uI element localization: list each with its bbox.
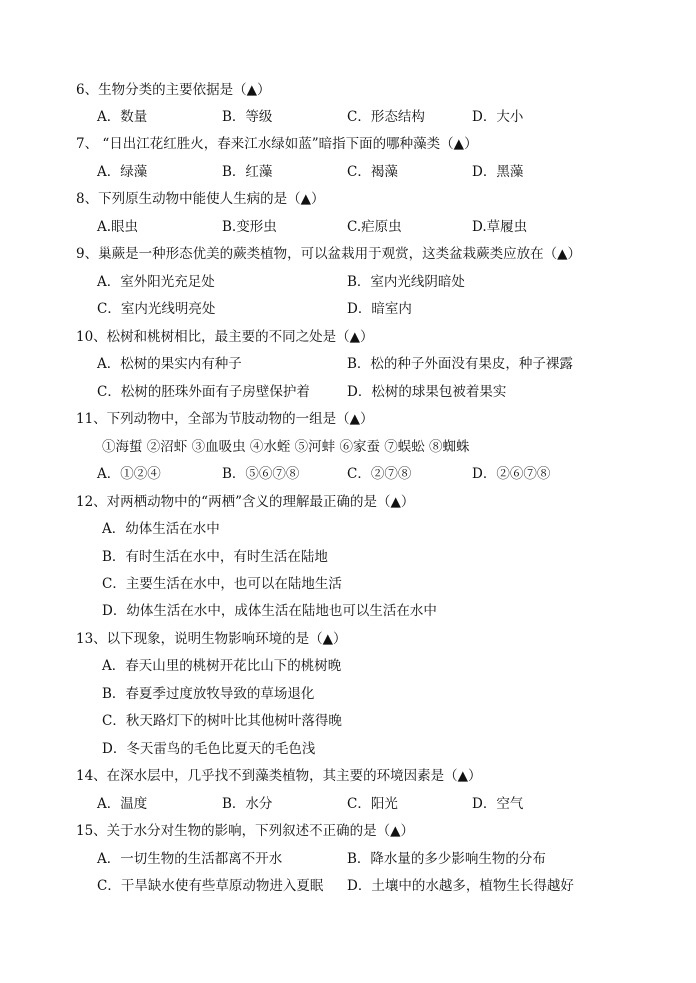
option-d: D．松树的球果包被着果实 (347, 384, 507, 400)
option-a: A．室外阳光充足处 (97, 274, 215, 290)
option-d: D．②⑥⑦⑧ (472, 466, 551, 482)
option-c: C．褐藻 (347, 164, 398, 180)
question-13-option-d (0, 739, 696, 759)
question-stem: 13、以下现象，说明生物影响环境的是（▲） (76, 631, 347, 647)
question-7 (0, 134, 696, 154)
question-9-options-row1 (0, 272, 696, 292)
option-d: D．幼体生活在水中，成体生活在陆地也可以生活在水中 (102, 603, 437, 619)
question-15 (0, 821, 696, 841)
question-stem: 6、生物分类的主要依据是（▲） (76, 82, 271, 98)
option-d: D．土壤中的水越多，植物生长得越好 (347, 878, 574, 894)
question-6 (0, 80, 696, 100)
option-a: A．温度 (97, 796, 148, 812)
option-a: A．①②④ (97, 466, 161, 482)
option-b: B．等级 (222, 109, 273, 125)
option-d: D．大小 (472, 109, 524, 125)
option-b: B．红藻 (222, 164, 273, 180)
option-c: C．主要生活在水中，也可以在陆地生活 (102, 576, 342, 592)
question-12-option-a (0, 519, 696, 539)
question-15-options-row2 (0, 876, 696, 896)
animal-list: ①海蜇 ②沼虾 ③血吸虫 ④水蛭 ⑤河蚌 ⑥家蚕 ⑦蜈蚣 ⑧蜘蛛 (102, 439, 470, 455)
question-14 (0, 766, 696, 786)
question-11-animal-list (0, 437, 696, 457)
option-a: A.眼虫 (97, 219, 139, 235)
question-stem: 12、对两栖动物中的“两栖”含义的理解最正确的是（▲） (76, 494, 415, 510)
question-9 (0, 244, 696, 264)
option-d: D．黑藻 (472, 164, 524, 180)
option-b: B．松的种子外面没有果皮，种子裸露 (347, 356, 573, 372)
option-a: A．绿藻 (97, 164, 148, 180)
question-stem: 10、松树和桃树相比，最主要的不同之处是（▲） (76, 329, 374, 345)
question-12-option-c (0, 574, 696, 594)
option-c: C．秋天路灯下的树叶比其他树叶落得晚 (102, 713, 342, 729)
option-c: C．松树的胚珠外面有子房壁保护着 (97, 384, 310, 400)
option-c: C．②⑦⑧ (347, 466, 412, 482)
question-9-options-row2 (0, 299, 696, 319)
question-8 (0, 189, 696, 209)
question-15-options-row1 (0, 849, 696, 869)
option-c: C．阳光 (347, 796, 398, 812)
question-stem: 7、 “日出江花红胜火，春来江水绿如蓝”暗指下面的哪种藻类（▲） (76, 136, 478, 152)
question-10-options-row2 (0, 382, 696, 402)
question-12 (0, 492, 696, 512)
question-stem: 9、巢蕨是一种形态优美的蕨类植物，可以盆栽用于观赏，这类盆栽蕨类应放在（▲） (76, 246, 581, 262)
option-d: D．空气 (472, 796, 524, 812)
question-14-options (0, 794, 696, 814)
question-11 (0, 409, 696, 429)
option-b: B．水分 (222, 796, 273, 812)
option-c: C．室内光线明亮处 (97, 301, 216, 317)
question-stem: 14、在深水层中，几乎找不到藻类植物，其主要的环境因素是（▲） (76, 768, 482, 784)
question-stem: 15、关于水分对生物的影响，下列叙述不正确的是（▲） (76, 823, 415, 839)
option-c: C．形态结构 (347, 109, 425, 125)
option-a: A．一切生物的生活都离不开水 (97, 851, 283, 867)
question-6-options (0, 107, 696, 127)
option-b: B.变形虫 (222, 219, 277, 235)
question-13-option-c (0, 711, 696, 731)
question-stem: 11、下列动物中，全部为节肢动物的一组是（▲） (76, 411, 374, 427)
question-10 (0, 327, 696, 347)
option-b: B．⑤⑥⑦⑧ (222, 466, 300, 482)
option-b: B．春夏季过度放牧导致的草场退化 (102, 686, 315, 702)
question-7-options (0, 162, 696, 182)
question-13-option-a (0, 656, 696, 676)
option-d: D.草履虫 (472, 219, 528, 235)
question-13 (0, 629, 696, 649)
option-d: D．暗室内 (347, 301, 412, 317)
option-c: C.疟原虫 (347, 219, 402, 235)
question-12-option-d (0, 601, 696, 621)
question-11-options (0, 464, 696, 484)
option-b: B．有时生活在水中，有时生活在陆地 (102, 549, 328, 565)
option-a: A．春天山里的桃树开花比山下的桃树晚 (102, 658, 342, 674)
option-c: C．干旱缺水使有些草原动物进入夏眠 (97, 878, 324, 894)
option-d: D．冬天雷鸟的毛色比夏天的毛色浅 (102, 741, 316, 757)
option-b: B．降水量的多少影响生物的分布 (347, 851, 546, 867)
question-12-option-b (0, 547, 696, 567)
option-b: B．室内光线阴暗处 (347, 274, 465, 290)
option-a: A．幼体生活在水中 (102, 521, 220, 537)
question-10-options-row1 (0, 354, 696, 374)
option-a: A．松树的果实内有种子 (97, 356, 242, 372)
question-13-option-b (0, 684, 696, 704)
option-a: A．数量 (97, 109, 148, 125)
question-8-options (0, 217, 696, 237)
question-stem: 8、下列原生动物中能使人生病的是（▲） (76, 191, 325, 207)
